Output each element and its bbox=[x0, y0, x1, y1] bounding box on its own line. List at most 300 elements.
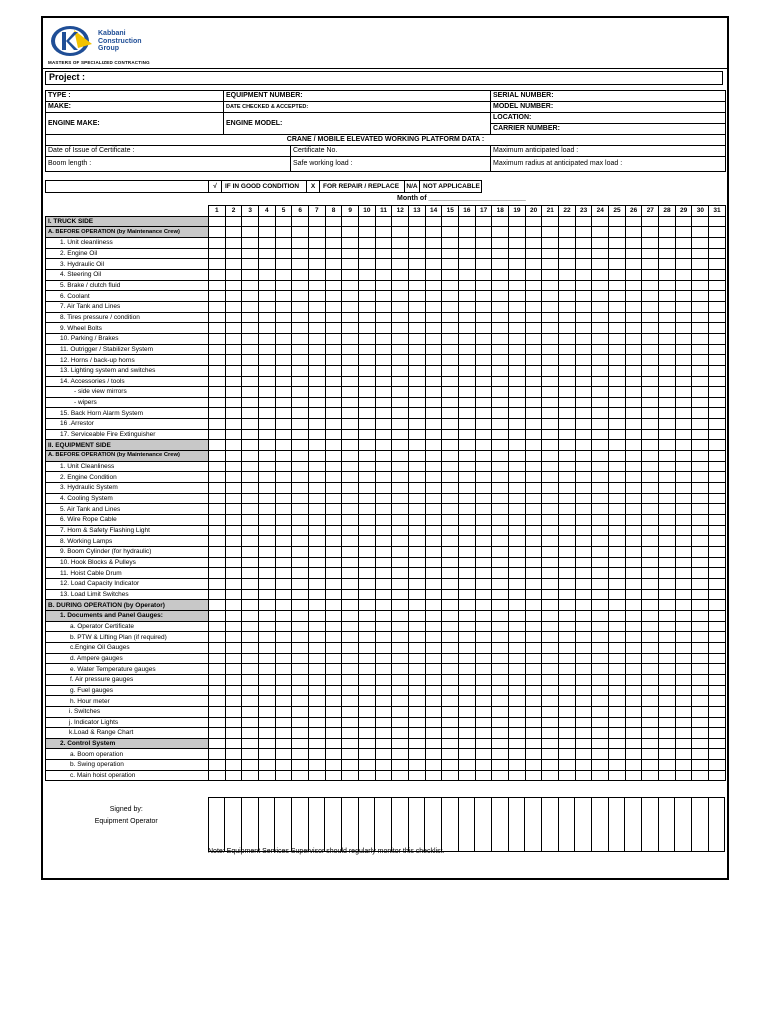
check-cell[interactable] bbox=[475, 568, 492, 579]
check-cell[interactable] bbox=[409, 259, 426, 270]
check-cell[interactable] bbox=[409, 557, 426, 568]
check-cell[interactable] bbox=[325, 557, 342, 568]
check-cell[interactable] bbox=[625, 749, 642, 760]
check-cell[interactable] bbox=[475, 365, 492, 376]
check-cell[interactable] bbox=[642, 429, 659, 440]
check-cell[interactable] bbox=[259, 227, 276, 238]
check-cell[interactable] bbox=[492, 344, 509, 355]
check-cell[interactable] bbox=[559, 600, 576, 611]
check-cell[interactable] bbox=[342, 227, 359, 238]
signature-cell[interactable] bbox=[241, 798, 258, 852]
check-cell[interactable] bbox=[409, 451, 426, 462]
check-cell[interactable] bbox=[459, 504, 476, 515]
check-cell[interactable] bbox=[392, 760, 409, 771]
check-cell[interactable] bbox=[359, 525, 376, 536]
check-cell[interactable] bbox=[592, 419, 609, 430]
check-cell[interactable] bbox=[292, 525, 309, 536]
check-cell[interactable] bbox=[225, 706, 242, 717]
check-cell[interactable] bbox=[559, 525, 576, 536]
check-cell[interactable] bbox=[492, 515, 509, 526]
check-cell[interactable] bbox=[542, 323, 559, 334]
check-cell[interactable] bbox=[409, 696, 426, 707]
signature-cell[interactable] bbox=[691, 798, 708, 852]
check-cell[interactable] bbox=[625, 227, 642, 238]
check-cell[interactable] bbox=[642, 493, 659, 504]
check-cell[interactable] bbox=[642, 621, 659, 632]
check-cell[interactable] bbox=[409, 610, 426, 621]
check-cell[interactable] bbox=[575, 685, 592, 696]
check-cell[interactable] bbox=[575, 429, 592, 440]
check-cell[interactable] bbox=[659, 589, 676, 600]
check-cell[interactable] bbox=[492, 674, 509, 685]
check-cell[interactable] bbox=[325, 770, 342, 781]
check-cell[interactable] bbox=[209, 312, 226, 323]
check-cell[interactable] bbox=[225, 621, 242, 632]
check-cell[interactable] bbox=[492, 429, 509, 440]
check-cell[interactable] bbox=[359, 387, 376, 398]
check-cell[interactable] bbox=[475, 738, 492, 749]
check-cell[interactable] bbox=[625, 472, 642, 483]
check-cell[interactable] bbox=[559, 291, 576, 302]
check-cell[interactable] bbox=[292, 749, 309, 760]
check-cell[interactable] bbox=[325, 600, 342, 611]
model-number-field[interactable]: MODEL NUMBER: bbox=[491, 102, 726, 113]
check-cell[interactable] bbox=[325, 515, 342, 526]
check-cell[interactable] bbox=[342, 365, 359, 376]
check-cell[interactable] bbox=[559, 664, 576, 675]
check-cell[interactable] bbox=[509, 408, 526, 419]
check-cell[interactable] bbox=[259, 493, 276, 504]
check-cell[interactable] bbox=[242, 717, 259, 728]
check-cell[interactable] bbox=[709, 237, 726, 248]
check-cell[interactable] bbox=[275, 461, 292, 472]
signature-cell[interactable] bbox=[641, 798, 658, 852]
check-cell[interactable] bbox=[609, 387, 626, 398]
check-cell[interactable] bbox=[425, 696, 442, 707]
check-cell[interactable] bbox=[442, 227, 459, 238]
check-cell[interactable] bbox=[359, 749, 376, 760]
check-cell[interactable] bbox=[442, 578, 459, 589]
check-cell[interactable] bbox=[275, 557, 292, 568]
check-cell[interactable] bbox=[525, 248, 542, 259]
check-cell[interactable] bbox=[659, 312, 676, 323]
check-cell[interactable] bbox=[475, 419, 492, 430]
check-cell[interactable] bbox=[392, 291, 409, 302]
check-cell[interactable] bbox=[542, 578, 559, 589]
check-cell[interactable] bbox=[492, 387, 509, 398]
check-cell[interactable] bbox=[642, 685, 659, 696]
check-cell[interactable] bbox=[275, 269, 292, 280]
check-cell[interactable] bbox=[409, 504, 426, 515]
check-cell[interactable] bbox=[425, 493, 442, 504]
check-cell[interactable] bbox=[692, 717, 709, 728]
check-cell[interactable] bbox=[259, 504, 276, 515]
check-cell[interactable] bbox=[292, 269, 309, 280]
check-cell[interactable] bbox=[259, 333, 276, 344]
check-cell[interactable] bbox=[709, 589, 726, 600]
check-cell[interactable] bbox=[425, 600, 442, 611]
check-cell[interactable] bbox=[475, 760, 492, 771]
check-cell[interactable] bbox=[275, 504, 292, 515]
check-cell[interactable] bbox=[325, 706, 342, 717]
check-cell[interactable] bbox=[609, 472, 626, 483]
check-cell[interactable] bbox=[209, 440, 226, 451]
check-cell[interactable] bbox=[242, 408, 259, 419]
check-cell[interactable] bbox=[259, 685, 276, 696]
check-cell[interactable] bbox=[492, 472, 509, 483]
check-cell[interactable] bbox=[309, 461, 326, 472]
check-cell[interactable] bbox=[625, 248, 642, 259]
check-cell[interactable] bbox=[509, 600, 526, 611]
check-cell[interactable] bbox=[259, 216, 276, 227]
date-checked-field[interactable]: DATE CHECKED & ACCEPTED: bbox=[224, 102, 491, 113]
check-cell[interactable] bbox=[642, 227, 659, 238]
check-cell[interactable] bbox=[459, 472, 476, 483]
check-cell[interactable] bbox=[275, 632, 292, 643]
check-cell[interactable] bbox=[675, 216, 692, 227]
check-cell[interactable] bbox=[209, 610, 226, 621]
check-cell[interactable] bbox=[559, 227, 576, 238]
check-cell[interactable] bbox=[475, 653, 492, 664]
check-cell[interactable] bbox=[325, 280, 342, 291]
check-cell[interactable] bbox=[209, 685, 226, 696]
check-cell[interactable] bbox=[709, 706, 726, 717]
check-cell[interactable] bbox=[425, 674, 442, 685]
check-cell[interactable] bbox=[225, 344, 242, 355]
check-cell[interactable] bbox=[625, 653, 642, 664]
check-cell[interactable] bbox=[609, 610, 626, 621]
check-cell[interactable] bbox=[459, 568, 476, 579]
check-cell[interactable] bbox=[225, 717, 242, 728]
check-cell[interactable] bbox=[575, 291, 592, 302]
check-cell[interactable] bbox=[359, 269, 376, 280]
check-cell[interactable] bbox=[309, 706, 326, 717]
check-cell[interactable] bbox=[259, 674, 276, 685]
check-cell[interactable] bbox=[692, 408, 709, 419]
check-cell[interactable] bbox=[692, 706, 709, 717]
check-cell[interactable] bbox=[425, 728, 442, 739]
check-cell[interactable] bbox=[242, 589, 259, 600]
check-cell[interactable] bbox=[659, 770, 676, 781]
check-cell[interactable] bbox=[392, 440, 409, 451]
check-cell[interactable] bbox=[609, 216, 626, 227]
check-cell[interactable] bbox=[542, 333, 559, 344]
check-cell[interactable] bbox=[442, 333, 459, 344]
check-cell[interactable] bbox=[625, 610, 642, 621]
check-cell[interactable] bbox=[375, 301, 392, 312]
check-cell[interactable] bbox=[675, 706, 692, 717]
check-cell[interactable] bbox=[542, 429, 559, 440]
check-cell[interactable] bbox=[559, 557, 576, 568]
check-cell[interactable] bbox=[342, 248, 359, 259]
check-cell[interactable] bbox=[375, 749, 392, 760]
check-cell[interactable] bbox=[209, 770, 226, 781]
check-cell[interactable] bbox=[259, 461, 276, 472]
check-cell[interactable] bbox=[492, 696, 509, 707]
check-cell[interactable] bbox=[259, 259, 276, 270]
check-cell[interactable] bbox=[392, 333, 409, 344]
check-cell[interactable] bbox=[309, 770, 326, 781]
check-cell[interactable] bbox=[342, 440, 359, 451]
check-cell[interactable] bbox=[625, 728, 642, 739]
check-cell[interactable] bbox=[609, 536, 626, 547]
check-cell[interactable] bbox=[609, 301, 626, 312]
check-cell[interactable] bbox=[642, 589, 659, 600]
check-cell[interactable] bbox=[692, 472, 709, 483]
check-cell[interactable] bbox=[259, 728, 276, 739]
check-cell[interactable] bbox=[692, 387, 709, 398]
check-cell[interactable] bbox=[425, 291, 442, 302]
check-cell[interactable] bbox=[675, 557, 692, 568]
check-cell[interactable] bbox=[575, 280, 592, 291]
check-cell[interactable] bbox=[542, 387, 559, 398]
check-cell[interactable] bbox=[409, 344, 426, 355]
check-cell[interactable] bbox=[375, 216, 392, 227]
check-cell[interactable] bbox=[692, 738, 709, 749]
check-cell[interactable] bbox=[542, 259, 559, 270]
check-cell[interactable] bbox=[292, 440, 309, 451]
check-cell[interactable] bbox=[575, 610, 592, 621]
check-cell[interactable] bbox=[342, 483, 359, 494]
check-cell[interactable] bbox=[475, 237, 492, 248]
check-cell[interactable] bbox=[375, 642, 392, 653]
check-cell[interactable] bbox=[659, 696, 676, 707]
check-cell[interactable] bbox=[459, 610, 476, 621]
serial-number-field[interactable]: SERIAL NUMBER: bbox=[491, 91, 726, 102]
check-cell[interactable] bbox=[292, 557, 309, 568]
check-cell[interactable] bbox=[325, 685, 342, 696]
check-cell[interactable] bbox=[475, 376, 492, 387]
check-cell[interactable] bbox=[509, 760, 526, 771]
check-cell[interactable] bbox=[242, 333, 259, 344]
check-cell[interactable] bbox=[509, 483, 526, 494]
check-cell[interactable] bbox=[225, 291, 242, 302]
check-cell[interactable] bbox=[659, 291, 676, 302]
check-cell[interactable] bbox=[409, 461, 426, 472]
check-cell[interactable] bbox=[592, 653, 609, 664]
check-cell[interactable] bbox=[275, 578, 292, 589]
check-cell[interactable] bbox=[625, 312, 642, 323]
check-cell[interactable] bbox=[675, 589, 692, 600]
check-cell[interactable] bbox=[342, 621, 359, 632]
check-cell[interactable] bbox=[275, 365, 292, 376]
check-cell[interactable] bbox=[659, 440, 676, 451]
check-cell[interactable] bbox=[292, 227, 309, 238]
check-cell[interactable] bbox=[409, 269, 426, 280]
check-cell[interactable] bbox=[442, 323, 459, 334]
check-cell[interactable] bbox=[275, 397, 292, 408]
check-cell[interactable] bbox=[609, 493, 626, 504]
check-cell[interactable] bbox=[292, 248, 309, 259]
check-cell[interactable] bbox=[492, 301, 509, 312]
check-cell[interactable] bbox=[409, 248, 426, 259]
check-cell[interactable] bbox=[659, 685, 676, 696]
check-cell[interactable] bbox=[525, 610, 542, 621]
check-cell[interactable] bbox=[642, 504, 659, 515]
check-cell[interactable] bbox=[492, 760, 509, 771]
check-cell[interactable] bbox=[409, 578, 426, 589]
check-cell[interactable] bbox=[642, 461, 659, 472]
check-cell[interactable] bbox=[392, 248, 409, 259]
check-cell[interactable] bbox=[459, 706, 476, 717]
check-cell[interactable] bbox=[342, 706, 359, 717]
check-cell[interactable] bbox=[325, 717, 342, 728]
check-cell[interactable] bbox=[575, 259, 592, 270]
check-cell[interactable] bbox=[342, 493, 359, 504]
check-cell[interactable] bbox=[542, 738, 559, 749]
check-cell[interactable] bbox=[292, 461, 309, 472]
check-cell[interactable] bbox=[609, 738, 626, 749]
check-cell[interactable] bbox=[692, 312, 709, 323]
check-cell[interactable] bbox=[592, 440, 609, 451]
check-cell[interactable] bbox=[509, 728, 526, 739]
check-cell[interactable] bbox=[325, 323, 342, 334]
check-cell[interactable] bbox=[209, 259, 226, 270]
check-cell[interactable] bbox=[525, 280, 542, 291]
check-cell[interactable] bbox=[325, 642, 342, 653]
check-cell[interactable] bbox=[709, 685, 726, 696]
check-cell[interactable] bbox=[375, 269, 392, 280]
check-cell[interactable] bbox=[225, 504, 242, 515]
check-cell[interactable] bbox=[675, 653, 692, 664]
check-cell[interactable] bbox=[359, 706, 376, 717]
check-cell[interactable] bbox=[225, 770, 242, 781]
check-cell[interactable] bbox=[492, 323, 509, 334]
check-cell[interactable] bbox=[425, 248, 442, 259]
check-cell[interactable] bbox=[542, 451, 559, 462]
check-cell[interactable] bbox=[342, 525, 359, 536]
check-cell[interactable] bbox=[592, 760, 609, 771]
check-cell[interactable] bbox=[209, 504, 226, 515]
check-cell[interactable] bbox=[525, 376, 542, 387]
check-cell[interactable] bbox=[592, 578, 609, 589]
check-cell[interactable] bbox=[675, 578, 692, 589]
check-cell[interactable] bbox=[692, 397, 709, 408]
check-cell[interactable] bbox=[392, 632, 409, 643]
check-cell[interactable] bbox=[642, 632, 659, 643]
check-cell[interactable] bbox=[225, 664, 242, 675]
check-cell[interactable] bbox=[525, 344, 542, 355]
check-cell[interactable] bbox=[442, 610, 459, 621]
signature-cell[interactable] bbox=[325, 798, 342, 852]
check-cell[interactable] bbox=[625, 600, 642, 611]
check-cell[interactable] bbox=[492, 706, 509, 717]
check-cell[interactable] bbox=[542, 269, 559, 280]
check-cell[interactable] bbox=[242, 440, 259, 451]
check-cell[interactable] bbox=[692, 333, 709, 344]
check-cell[interactable] bbox=[592, 344, 609, 355]
check-cell[interactable] bbox=[392, 717, 409, 728]
check-cell[interactable] bbox=[309, 355, 326, 366]
check-cell[interactable] bbox=[592, 696, 609, 707]
check-cell[interactable] bbox=[675, 621, 692, 632]
check-cell[interactable] bbox=[659, 237, 676, 248]
check-cell[interactable] bbox=[359, 568, 376, 579]
check-cell[interactable] bbox=[509, 664, 526, 675]
check-cell[interactable] bbox=[525, 291, 542, 302]
check-cell[interactable] bbox=[242, 483, 259, 494]
check-cell[interactable] bbox=[225, 269, 242, 280]
check-cell[interactable] bbox=[575, 770, 592, 781]
check-cell[interactable] bbox=[625, 568, 642, 579]
check-cell[interactable] bbox=[225, 674, 242, 685]
check-cell[interactable] bbox=[392, 483, 409, 494]
check-cell[interactable] bbox=[609, 664, 626, 675]
check-cell[interactable] bbox=[309, 440, 326, 451]
check-cell[interactable] bbox=[275, 472, 292, 483]
check-cell[interactable] bbox=[692, 653, 709, 664]
check-cell[interactable] bbox=[209, 344, 226, 355]
check-cell[interactable] bbox=[209, 653, 226, 664]
check-cell[interactable] bbox=[475, 355, 492, 366]
check-cell[interactable] bbox=[709, 451, 726, 462]
check-cell[interactable] bbox=[359, 674, 376, 685]
check-cell[interactable] bbox=[292, 738, 309, 749]
check-cell[interactable] bbox=[392, 493, 409, 504]
check-cell[interactable] bbox=[392, 451, 409, 462]
check-cell[interactable] bbox=[292, 483, 309, 494]
check-cell[interactable] bbox=[375, 237, 392, 248]
check-cell[interactable] bbox=[342, 461, 359, 472]
check-cell[interactable] bbox=[242, 280, 259, 291]
check-cell[interactable] bbox=[659, 365, 676, 376]
check-cell[interactable] bbox=[275, 770, 292, 781]
check-cell[interactable] bbox=[275, 728, 292, 739]
check-cell[interactable] bbox=[709, 344, 726, 355]
check-cell[interactable] bbox=[359, 291, 376, 302]
check-cell[interactable] bbox=[309, 216, 326, 227]
check-cell[interactable] bbox=[342, 642, 359, 653]
check-cell[interactable] bbox=[542, 483, 559, 494]
check-cell[interactable] bbox=[259, 472, 276, 483]
check-cell[interactable] bbox=[359, 259, 376, 270]
check-cell[interactable] bbox=[509, 589, 526, 600]
check-cell[interactable] bbox=[509, 429, 526, 440]
check-cell[interactable] bbox=[459, 333, 476, 344]
check-cell[interactable] bbox=[225, 515, 242, 526]
check-cell[interactable] bbox=[259, 568, 276, 579]
check-cell[interactable] bbox=[542, 365, 559, 376]
check-cell[interactable] bbox=[392, 600, 409, 611]
check-cell[interactable] bbox=[242, 760, 259, 771]
check-cell[interactable] bbox=[325, 674, 342, 685]
check-cell[interactable] bbox=[675, 344, 692, 355]
check-cell[interactable] bbox=[409, 483, 426, 494]
check-cell[interactable] bbox=[325, 248, 342, 259]
check-cell[interactable] bbox=[409, 717, 426, 728]
check-cell[interactable] bbox=[559, 387, 576, 398]
check-cell[interactable] bbox=[709, 259, 726, 270]
check-cell[interactable] bbox=[675, 610, 692, 621]
check-cell[interactable] bbox=[492, 440, 509, 451]
check-cell[interactable] bbox=[492, 547, 509, 558]
check-cell[interactable] bbox=[625, 493, 642, 504]
check-cell[interactable] bbox=[659, 632, 676, 643]
check-cell[interactable] bbox=[392, 408, 409, 419]
check-cell[interactable] bbox=[242, 770, 259, 781]
check-cell[interactable] bbox=[275, 419, 292, 430]
check-cell[interactable] bbox=[642, 408, 659, 419]
check-cell[interactable] bbox=[575, 578, 592, 589]
check-cell[interactable] bbox=[342, 770, 359, 781]
check-cell[interactable] bbox=[542, 653, 559, 664]
check-cell[interactable] bbox=[292, 717, 309, 728]
check-cell[interactable] bbox=[592, 429, 609, 440]
check-cell[interactable] bbox=[409, 419, 426, 430]
check-cell[interactable] bbox=[259, 429, 276, 440]
check-cell[interactable] bbox=[592, 664, 609, 675]
check-cell[interactable] bbox=[442, 653, 459, 664]
